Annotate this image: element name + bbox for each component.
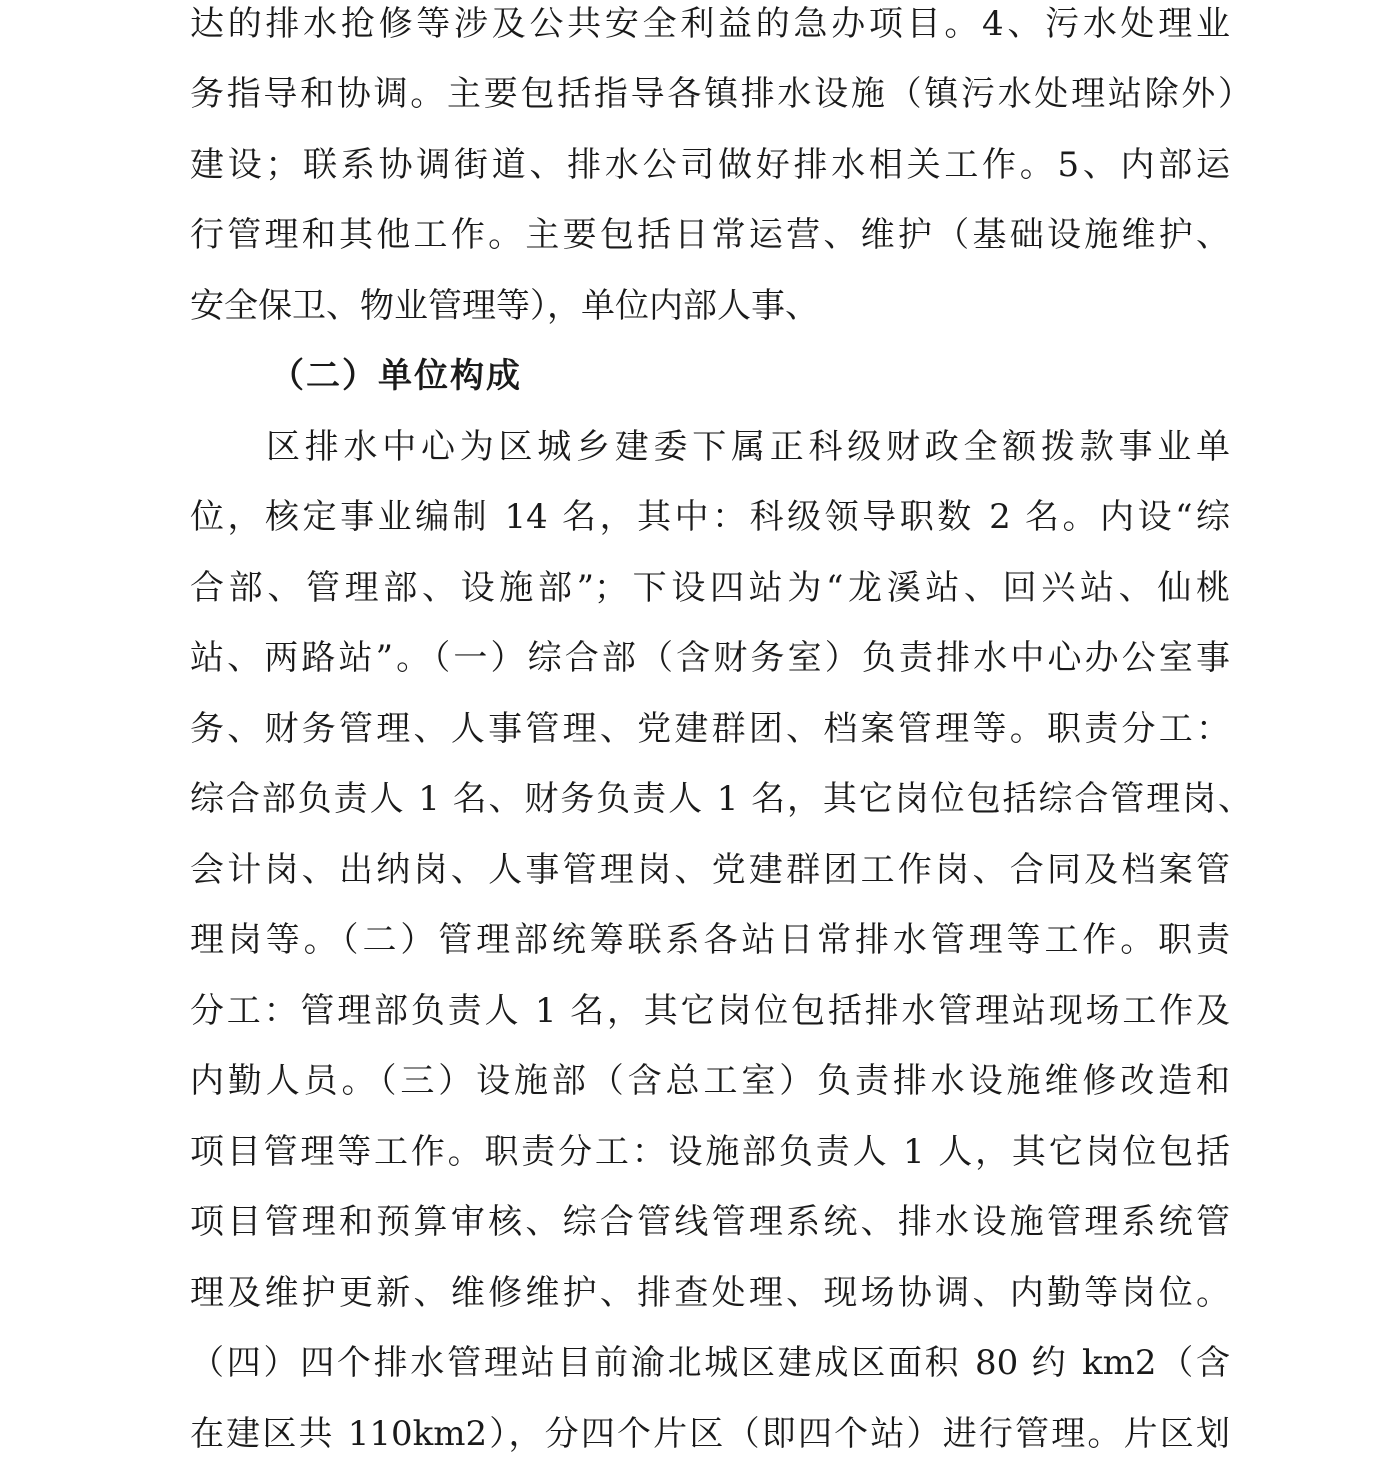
paragraph-line: （四）四个排水管理站目前渝北城区建成区面积 80 约 km2（含	[190, 1343, 1230, 1383]
paragraph-line: 位，核定事业编制 14 名，其中：科级领导职数 2 名。内设“综	[190, 497, 1230, 537]
paragraph-line: 在建区共 110km2），分四个片区（即四个站）进行管理。片区划	[190, 1414, 1230, 1454]
paragraph-line: 内勤人员。（三）设施部（含总工室）负责排水设施维修改造和	[190, 1061, 1230, 1101]
paragraph-line: 会计岗、出纳岗、人事管理岗、党建群团工作岗、合同及档案管	[190, 850, 1230, 890]
text-line: 达的排水抢修等涉及公共安全利益的急办项目。4、污水处理业	[190, 4, 1230, 44]
text-line: 务指导和协调。主要包括指导各镇排水设施（镇污水处理站除外）	[190, 74, 1252, 114]
text-line: 行管理和其他工作。主要包括日常运营、维护（基础设施维护、	[190, 215, 1230, 255]
section-heading: （二）单位构成	[270, 356, 522, 396]
paragraph-line: 站、两路站”。（一）综合部（含财务室）负责排水中心办公室事	[190, 638, 1230, 678]
text-line: 建设；联系协调街道、排水公司做好排水相关工作。5、内部运	[190, 145, 1230, 185]
paragraph-line: 务、财务管理、人事管理、党建群团、档案管理等。职责分工：	[190, 709, 1230, 749]
paragraph-line: 合部、管理部、设施部”；下设四站为“龙溪站、回兴站、仙桃	[190, 568, 1230, 608]
paragraph-line: 项目管理和预算审核、综合管线管理系统、排水设施管理系统管	[190, 1202, 1230, 1242]
text-line: 安全保卫、物业管理等），单位内部人事、	[190, 286, 819, 326]
paragraph-line: 综合部负责人 1 名、财务负责人 1 名，其它岗位包括综合管理岗、	[190, 779, 1252, 819]
paragraph-line: 分工：管理部负责人 1 名，其它岗位包括排水管理站现场工作及	[190, 991, 1230, 1031]
paragraph-line: 理岗等。（二）管理部统筹联系各站日常排水管理等工作。职责	[190, 920, 1230, 960]
paragraph-line: 理及维护更新、维修维护、排查处理、现场协调、内勤等岗位。	[190, 1273, 1230, 1313]
paragraph-line: 区排水中心为区城乡建委下属正科级财政全额拨款事业单	[266, 427, 1230, 467]
paragraph-line: 项目管理等工作。职责分工：设施部负责人 1 人，其它岗位包括	[190, 1132, 1230, 1172]
